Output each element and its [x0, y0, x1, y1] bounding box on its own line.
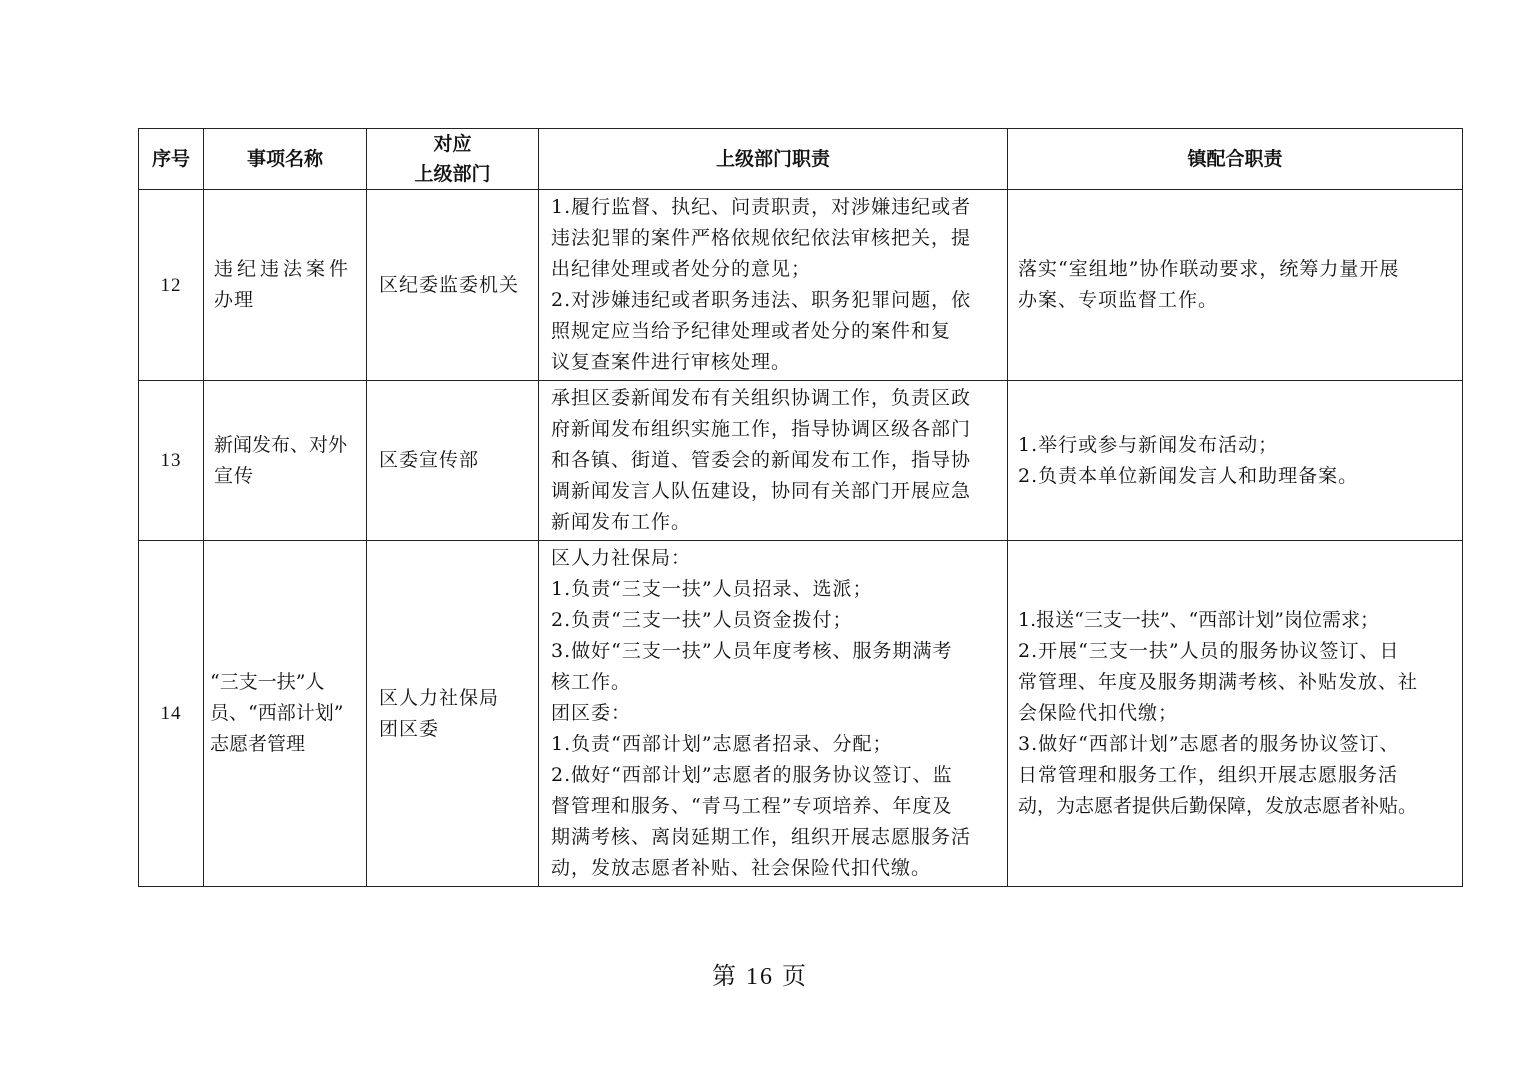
table-row: [139, 541, 1463, 887]
row-town-duty-line: 2.负责本单位新闻发言人和助理备案。: [1018, 464, 1359, 487]
row-upper-dept-line: 区纪委监委机关: [379, 273, 520, 296]
table-row: [139, 190, 1463, 381]
row-upper-duty-line: 2.负责“三支一扶”人员资金拨付；: [551, 609, 853, 631]
row-upper-duty-line: 1.负责“西部计划”志愿者招录、分配；: [551, 733, 893, 755]
row-upper-duty: [539, 190, 1008, 381]
row-item-name-line: 违纪违法案件: [214, 258, 353, 280]
row-upper-duty-line: 动，发放志愿者补贴、社会保险代扣代缴。: [551, 857, 932, 879]
row-upper-dept-line: 团区委: [379, 717, 440, 740]
header-town-duty: 镇配合职责: [1008, 129, 1463, 190]
row-seq: 14: [139, 541, 204, 887]
row-town-duty-line: 落实“室组地”协作联动要求，统筹力量开展: [1018, 258, 1400, 280]
row-upper-duty-line: 督管理和服务、“青马工程”专项培养、年度及: [551, 795, 953, 817]
row-upper-duty-line: 3.做好“三支一扶”人员年度考核、服务期满考: [551, 640, 953, 662]
row-upper-dept: [367, 541, 539, 887]
row-upper-duty-line: 核工作。: [551, 671, 632, 693]
header-upper-dept-line1: 对应: [433, 133, 472, 155]
row-seq: 12: [139, 190, 204, 381]
row-item-name: [204, 541, 367, 887]
row-seq: 13: [139, 381, 204, 541]
row-item-name-line: 新闻发布、对外: [214, 433, 348, 456]
table-header-row: [139, 129, 1463, 190]
row-item-name-line: “三支一扶”人: [210, 671, 325, 693]
row-upper-duty-line: 2.对涉嫌违纪或者职务违法、职务犯罪问题，依: [551, 289, 972, 311]
row-upper-duty-line: 区人力社保局：: [551, 547, 692, 569]
row-upper-duty-line: 照规定应当给予纪律处理或者处分的案件和复: [551, 320, 952, 342]
row-town-duty-line: 会保险代扣代缴；: [1018, 702, 1179, 724]
row-upper-dept: [367, 190, 539, 381]
row-upper-duty: [539, 541, 1008, 887]
header-item-name: 事项名称: [204, 129, 367, 190]
row-item-name: [204, 190, 367, 381]
row-item-name-line: 宣传: [214, 464, 255, 487]
row-upper-duty-line: 团区委：: [551, 702, 632, 724]
row-upper-duty-line: 府新闻发布组织实施工作，指导协调区级各部门: [551, 418, 972, 440]
row-upper-duty-line: 违法犯罪的案件严格依规依纪依法审核把关，提: [551, 227, 972, 249]
header-seq: 序号: [139, 129, 204, 190]
row-item-name-line: 办理: [214, 289, 255, 311]
row-town-duty-line: 1.报送“三支一扶”、“西部计划”岗位需求；: [1018, 609, 1379, 631]
row-item-name-line: 志愿者管理: [210, 733, 306, 755]
row-town-duty: [1008, 541, 1463, 887]
header-upper-duty: 上级部门职责: [539, 129, 1008, 190]
row-item-name: [204, 381, 367, 541]
row-town-duty-line: 动，为志愿者提供后勤保障，发放志愿者补贴。: [1018, 795, 1418, 817]
row-upper-duty-line: 出纪律处理或者处分的意见；: [551, 258, 812, 280]
table-row: [139, 381, 1463, 541]
row-town-duty-line: 1.举行或参与新闻发布活动；: [1018, 433, 1279, 456]
row-town-duty-line: 3.做好“西部计划”志愿者的服务协议签订、: [1018, 733, 1400, 755]
row-town-duty-line: 常管理、年度及服务期满考核、补贴发放、社: [1018, 671, 1419, 693]
row-upper-duty-line: 1.履行监督、执纪、问责职责，对涉嫌违纪或者: [551, 196, 972, 218]
row-upper-duty-line: 和各镇、街道、管委会的新闻发布工作，指导协: [551, 449, 972, 471]
row-upper-duty-line: 期满考核、离岗延期工作，组织开展志愿服务活: [551, 826, 972, 848]
row-upper-duty-line: 调新闻发言人队伍建设，协同有关部门开展应急: [551, 480, 972, 502]
row-upper-duty-line: 议复查案件进行审核处理。: [551, 351, 792, 373]
header-upper-dept-line2: 上级部门: [414, 163, 491, 185]
row-town-duty-line: 日常管理和服务工作，组织开展志愿服务活: [1018, 764, 1399, 786]
row-upper-dept-line: 区委宣传部: [379, 449, 480, 471]
header-upper-dept: [367, 129, 539, 190]
page-number: 第 16 页: [712, 964, 808, 990]
row-town-duty-line: 办案、专项监督工作。: [1018, 289, 1219, 311]
row-item-name-line: 员、“西部计划”: [210, 702, 344, 724]
row-town-duty-line: 2.开展“三支一扶”人员的服务协议签订、日: [1018, 640, 1400, 662]
row-upper-duty-line: 承担区委新闻发布有关组织协调工作，负责区政: [551, 387, 972, 409]
row-upper-dept-line: 区人力社保局: [379, 686, 500, 709]
row-upper-duty: [539, 381, 1008, 541]
row-upper-duty-line: 新闻发布工作。: [551, 511, 692, 533]
row-upper-duty-line: 1.负责“三支一扶”人员招录、选派；: [551, 578, 873, 600]
row-town-duty: [1008, 381, 1463, 541]
row-upper-duty-line: 2.做好“西部计划”志愿者的服务协议签订、监: [551, 764, 953, 786]
responsibility-table: [138, 128, 1463, 887]
row-upper-dept: [367, 381, 539, 541]
row-town-duty: [1008, 190, 1463, 381]
